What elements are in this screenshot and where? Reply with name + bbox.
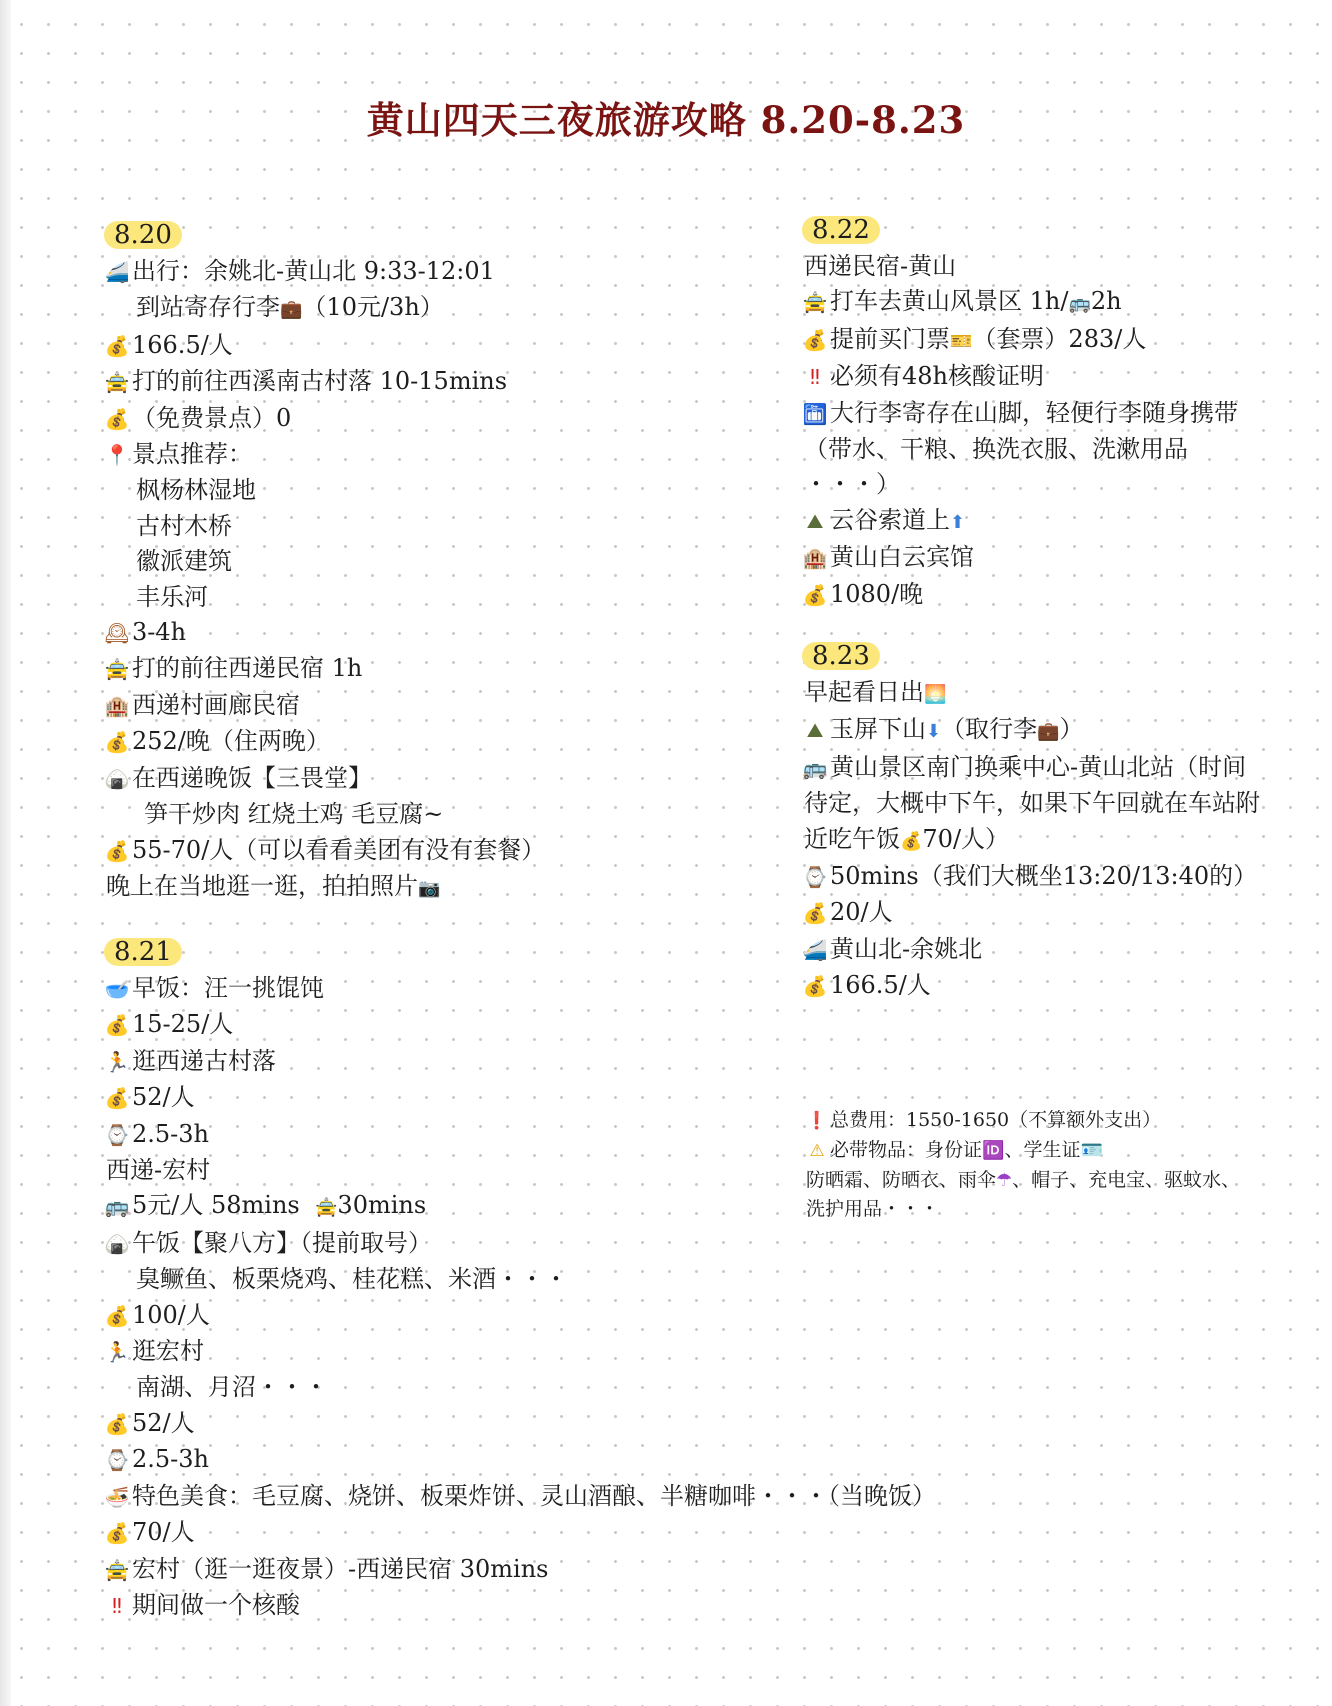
list-item: 徽派建筑 [136, 547, 232, 576]
itinerary-line: 待定，大概中下午，如果下午回就在车站附 [804, 789, 1260, 818]
date-badge: 8.21 [104, 935, 182, 969]
itinerary-line: 🍙 在西递晚饭【三畏堂】 [104, 761, 545, 797]
card-icon: 🪪 [1080, 1140, 1103, 1161]
ticket-icon: 🎫 [950, 330, 973, 352]
itinerary-line: 💰 252/晚（住两晚） [104, 724, 545, 760]
itinerary-line: 西递-宏村 [106, 1156, 211, 1185]
luggage-locker-icon: 🛅 [802, 401, 828, 426]
itinerary-line: 💰 55-70/人（可以看看美团有没有套餐） [104, 833, 545, 869]
list-item: 古村木桥 [136, 511, 232, 540]
itinerary-line: 💰 （免费景点）0 [104, 401, 545, 437]
itinerary-line: 📍 景点推荐： [104, 437, 545, 473]
money-bag-icon: 💰 [900, 830, 923, 852]
luggage-icon: 💼 [280, 299, 303, 321]
watch-icon: ⌚ [104, 1122, 130, 1147]
day-section-8-21 [104, 935, 936, 1624]
double-exclamation-icon: ‼ [112, 1593, 122, 1618]
itinerary-line: ⌚ 50mins（我们大概坐13:20/13:40的） [802, 859, 1260, 895]
camera-icon: 📷 [418, 877, 441, 899]
summary-line: ⚠ 必带物品：身份证🆔、学生证🪪 [806, 1136, 1240, 1166]
date-badge: 8.22 [802, 213, 880, 247]
itinerary-line: 🚖 打车去黄山风景区 1h/🚌2h [802, 284, 1238, 321]
money-bag-icon: 💰 [104, 1013, 130, 1038]
itinerary-line: ⛰ 玉屏下山⬇（取行李💼） [802, 712, 1260, 749]
itinerary-line: 🚖 宏村（逛一逛夜景）-西递民宿 30mins [104, 1552, 936, 1588]
money-bag-icon: 💰 [802, 974, 828, 999]
money-bag-icon: 💰 [802, 327, 828, 352]
sunrise-icon: 🌅 [924, 684, 947, 705]
list-item: 丰乐河 [136, 582, 208, 611]
day-section-8-20 [104, 218, 545, 906]
summary-line: 防晒霜、防晒衣、雨伞☂、帽子、充电宝、驱蚊水、 [806, 1169, 1241, 1191]
hotel-icon: 🏨 [104, 693, 130, 718]
itinerary-line: 西递民宿-黄山 [804, 252, 957, 280]
walking-person-icon: 🏃 [104, 1049, 130, 1074]
itinerary-line: （带水、干粮、换洗衣服、洗漱用品 [804, 435, 1188, 464]
money-bag-icon: 💰 [104, 838, 130, 863]
id-icon: 🆔 [982, 1140, 1005, 1161]
itinerary-line: 晚上在当地逛一逛，拍拍照片📷 [106, 871, 441, 900]
itinerary-line: 🏃 逛宏村 [104, 1334, 936, 1370]
food-icon: 🍜 [104, 1484, 130, 1509]
itinerary-line: 近吃午饭💰70/人） [804, 824, 1010, 853]
itinerary-line: 💰 70/人 [104, 1515, 936, 1551]
summary-line: 洗护用品・・・ [806, 1198, 940, 1220]
day-section-8-23 [802, 639, 1260, 1005]
itinerary-line: 💰 15-25/人 [104, 1007, 936, 1043]
money-bag-icon: 💰 [104, 730, 130, 755]
rice-ball-icon: 🍙 [104, 1231, 130, 1256]
walking-person-icon: 🏃 [104, 1340, 130, 1365]
high-speed-train-icon: 🚄 [104, 260, 130, 284]
money-bag-icon: 💰 [104, 333, 130, 358]
bus-icon: 🚌 [104, 1194, 130, 1219]
itinerary-line: ⛰ 云谷索道上⬆ [802, 503, 1238, 540]
money-bag-icon: 💰 [104, 1303, 130, 1328]
mantelpiece-clock-icon: 🕰 [104, 621, 130, 646]
date-badge: 8.23 [802, 639, 880, 673]
list-item: 笋干炒肉 红烧土鸡 毛豆腐~ [144, 800, 444, 829]
taxi-icon: 🚖 [802, 290, 828, 315]
money-bag-icon: 💰 [802, 582, 828, 607]
map-pin-icon: 📍 [104, 443, 130, 468]
itinerary-line: 🥣 早饭：汪一挑馄饨 [104, 971, 936, 1007]
watch-icon: ⌚ [104, 1448, 130, 1473]
down-arrow-icon: ⬇ [926, 721, 942, 743]
luggage-icon: 💼 [1037, 721, 1060, 743]
itinerary-line: 🚖 打的前往西溪南古村落 10-15mins [104, 364, 545, 400]
summary-notes [806, 1106, 1240, 1224]
itinerary-line: 💰 52/人 [104, 1406, 936, 1442]
itinerary-line: 💰 166.5/人 [802, 968, 1260, 1004]
itinerary-line: 🚄 黄山北-余姚北 [802, 932, 1260, 968]
summary-line: ❗ 总费用：1550-1650（不算额外支出） [806, 1106, 1240, 1136]
money-bag-icon: 💰 [104, 1411, 130, 1436]
itinerary-line: 💰 100/人 [104, 1298, 936, 1334]
itinerary-line: 🚖 打的前往西递民宿 1h [104, 651, 545, 687]
taxi-icon: 🚖 [104, 657, 130, 682]
itinerary-line: 🛅 大行李寄存在山脚，轻便行李随身携带 [802, 396, 1238, 432]
itinerary-line: ⌚ 2.5-3h [104, 1442, 936, 1478]
itinerary-line: 🚌 5元/人 58mins 🚖30mins [104, 1188, 936, 1225]
exclamation-icon: ❗ [806, 1111, 828, 1131]
page-edge [0, 0, 11, 1706]
taxi-icon: 🚖 [315, 1197, 338, 1219]
watch-icon: ⌚ [802, 865, 828, 890]
itinerary-line: 🍙 午饭【聚八方】（提前取号） [104, 1226, 936, 1262]
money-bag-icon: 💰 [104, 406, 130, 431]
itinerary-line: ‼ 必须有48h核酸证明 [802, 359, 1238, 395]
mountain-icon: ⛰ [806, 718, 824, 743]
bowl-icon: 🥣 [104, 977, 130, 1001]
itinerary-line: ⌚ 2.5-3h [104, 1117, 936, 1153]
list-item: 臭鳜鱼、板栗烧鸡、桂花糕、米酒・・・ [136, 1265, 568, 1294]
date-badge: 8.20 [104, 218, 182, 252]
itinerary-line: 💰 20/人 [802, 895, 1260, 931]
taxi-icon: 🚖 [104, 1557, 130, 1582]
day-section-8-22 [802, 213, 1238, 613]
itinerary-line: 💰 提前买门票🎫（套票）283/人 [802, 322, 1238, 359]
itinerary-line: 到站寄存行李💼（10元/3h） [136, 293, 444, 322]
money-bag-icon: 💰 [104, 1086, 130, 1111]
up-arrow-icon: ⬆ [950, 511, 966, 533]
money-bag-icon: 💰 [802, 901, 828, 926]
list-item: 南湖、月沼・・・ [136, 1373, 328, 1402]
itinerary-line: 🏨 西递村画廊民宿 [104, 688, 545, 724]
itinerary-line: 早起看日出🌅 [804, 678, 947, 706]
list-item: 枫杨林湿地 [136, 476, 256, 505]
itinerary-line: 🍜 特色美食：毛豆腐、烧饼、板栗炸饼、灵山酒酿、半糖咖啡・・・（当晚饭） [104, 1479, 936, 1515]
itinerary-line: ‼ 期间做一个核酸 [104, 1588, 936, 1624]
double-exclamation-icon: ‼ [810, 365, 820, 390]
itinerary-line: 💰 52/人 [104, 1080, 936, 1116]
itinerary-line: 🕰3-4h [104, 615, 545, 651]
warning-icon: ⚠ [809, 1141, 825, 1161]
itinerary-line: 🚄 出行：余姚北-黄山北 9:33-12:01 [104, 254, 545, 290]
taxi-icon: 🚖 [104, 370, 130, 395]
hotel-icon: 🏨 [802, 546, 828, 571]
itinerary-line: ・・・） [804, 470, 900, 499]
page-title: 黄山四天三夜旅游攻略 8.20-8.23 [366, 98, 966, 142]
itinerary-line: 💰 166.5/人 [104, 328, 545, 364]
itinerary-line: 🏨 黄山白云宾馆 [802, 540, 1238, 576]
itinerary-line: 🏃 逛西递古村落 [104, 1044, 936, 1080]
high-speed-train-icon: 🚄 [802, 937, 828, 962]
itinerary-line: 🚌 黄山景区南门换乘中心-黄山北站（时间 [802, 750, 1260, 786]
umbrella-icon: ☂ [996, 1170, 1013, 1191]
itinerary-line: 💰 1080/晚 [802, 577, 1238, 613]
money-bag-icon: 💰 [104, 1521, 130, 1546]
bus-icon: 🚌 [802, 755, 828, 780]
mountain-icon: ⛰ [806, 508, 824, 533]
rice-ball-icon: 🍙 [104, 766, 130, 791]
bus-icon: 🚌 [1068, 293, 1091, 315]
